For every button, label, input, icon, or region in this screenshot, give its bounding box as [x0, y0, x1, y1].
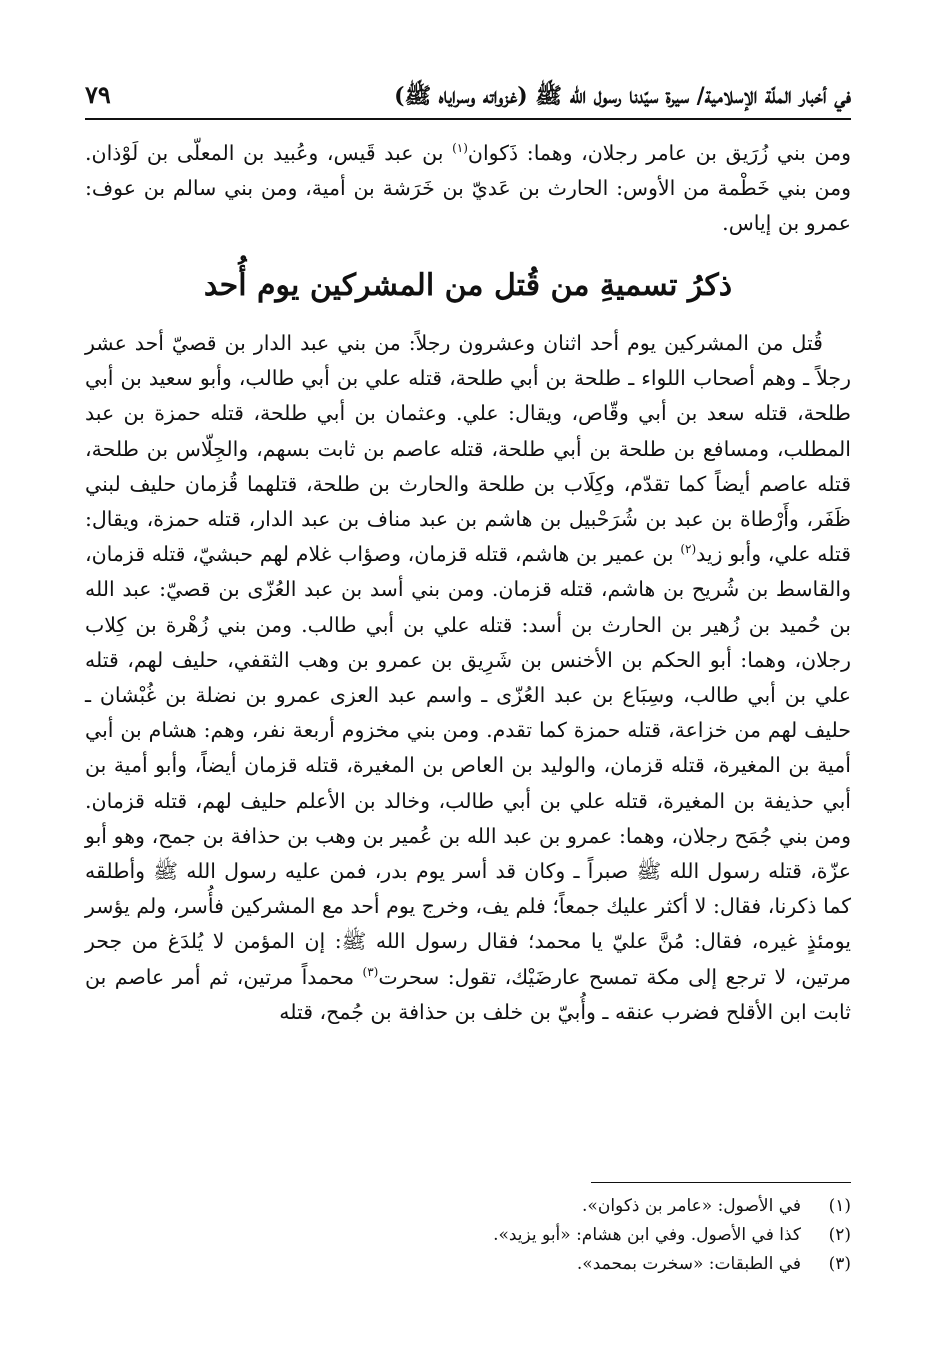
footnote-divider	[591, 1182, 851, 1183]
main-paragraph	[85, 326, 851, 1030]
running-title: في أخبار الملّة الإسلامية/ سيرة سيّدنا رسول الله ﷺ (غزواته وسراياه ﷺ)	[394, 83, 851, 109]
footnote-number: (٣)	[828, 1254, 851, 1274]
footnote-number: (١)	[828, 1196, 851, 1216]
footnote-item	[85, 1192, 851, 1221]
main-text-3: محمداً مرتين، ثم أمر عاصم بن ثابت ابن الأقلح فضرب عنقه ـ وأُبيّ بن خلف بن حذافة بن جُمح، قتله	[85, 964, 851, 1024]
footnote-ref-1: (١)	[452, 141, 468, 156]
footnote-ref-2: (٢)	[680, 542, 697, 557]
footnote-text: في الطبقات: «سخرت بمحمد».	[576, 1254, 801, 1274]
footnote-number: (٢)	[828, 1225, 851, 1245]
header-divider	[85, 118, 851, 120]
footnote-ref-3: (٣)	[362, 964, 379, 979]
page-header	[85, 76, 851, 116]
intro-text-1: ومن بني زُرَيق بن عامر رجلان، وهما: ذَكوان	[467, 141, 851, 165]
main-text-2: بن عمير بن هاشم، قتله قزمان، وصؤاب غلام لهم حبشيّ، قتله قزمان، والقاسط بن شُريح بن هاشم، قتله قزمان. ومن بني أسد بن عبد العُزّى بن قصيّ: عبد الله بن حُميد بن زُهير بن الحارث بن أسد: قتله علي بن أبي طالب. ومن بني زُهْرة بن كِلاب رجلان، وهما: أبو الحكم بن الأخنس بن شَرِيق بن عمرو بن وهب الثقفي، حليف لهم، قتله علي بن أبي طالب، وسِبَاع بن عبد العُزّى ـ واسم عبد العزى عمرو بن نضلة بن غُبْشان ـ حليف لهم من خزاعة، قتله حمزة كما تقدم. ومن بني مخزوم أربعة نفر، وهم: هشام بن أبي أمية بن المغيرة، قتله قزمان، والوليد بن العاص بن المغيرة، قتله قزمان أيضاً، وأبو أمية بن أبي حذيفة بن المغيرة، قتله علي بن أبي طالب، وخالد بن الأعلم حليف لهم، قتله قزمان. ومن بني جُمَح رجلان، وهما: عمرو بن عبد الله بن عُمير بن وهب بن حذافة بن جمح، وهو أبو عزّة، قتله رسول الله ﷺ صبراً ـ وكان قد أسر يوم بدر، فمن عليه رسول الله ﷺ وأطلقه كما ذكرنا، فقال: لا أكثر عليك جمعاً؛ فلم يف، وخرج يوم أحد مع المشركين فأُسر، ولم يؤسر يومئذٍ غيره، فقال: مُنَّ عليّ يا محمد؛ فقال رسول الله ﷺ: إن المؤمن لا يُلدَغ من جحر مرتين، لا ترجع إلى مكة تمسح عارضَيْك، تقول: سحرت	[85, 542, 852, 989]
footnote-text: كذا في الأصول. وفي ابن هشام: «أبو يزيد».	[493, 1225, 801, 1245]
page-number: ٧٩	[85, 80, 111, 109]
intro-text-2: بن عبد قَيس، وعُبيد بن المعلّى بن لَوْذان. ومن بني خَطْمة من الأوس: الحارث بن عَديّ بن خَرَشة بن أمية، ومن بني سالم بن عوف: عمرو بن إياس.	[85, 141, 851, 236]
footnotes	[85, 1192, 851, 1279]
section-heading: ذكرُ تسميةِ من قُتل من المشركين يوم أُحد	[203, 268, 733, 303]
intro-paragraph	[85, 136, 851, 242]
footnote-text: في الأصول: «عامر بن ذكوان».	[582, 1196, 801, 1216]
main-text-1: قُتل من المشركين يوم أحد اثنان وعشرون رجلاً: من بني عبد الدار بن قصيّ أحد عشر رجلاً ـ وهم أصحاب اللواء ـ طلحة بن أبي طلحة، قتله علي بن أبي طالب، وأبو سعيد بن أبي طلحة، قتله سعد بن أبي وقّاص، ويقال: علي. وعثمان بن أبي طلحة، قتله حمزة بن عبد المطلب، ومسافع بن طلحة بن أبي طلحة، قتله عاصم بن ثابت بسهم، والجِلّاس بن طلحة، قتله عاصم أيضاً كما تقدّم، وكِلَاب بن طلحة والحارث بن طلحة، قتلهما قُزمان حليف لبني ظَفَر، وأَرْطاة بن عبد بن شُرَحْبيل بن هاشم بن عبد مناف بن عبد الدار، قتله حمزة، ويقال: قتله علي، وأبو زيد	[85, 331, 851, 567]
footnote-item	[85, 1221, 851, 1250]
footnote-item	[85, 1250, 851, 1279]
